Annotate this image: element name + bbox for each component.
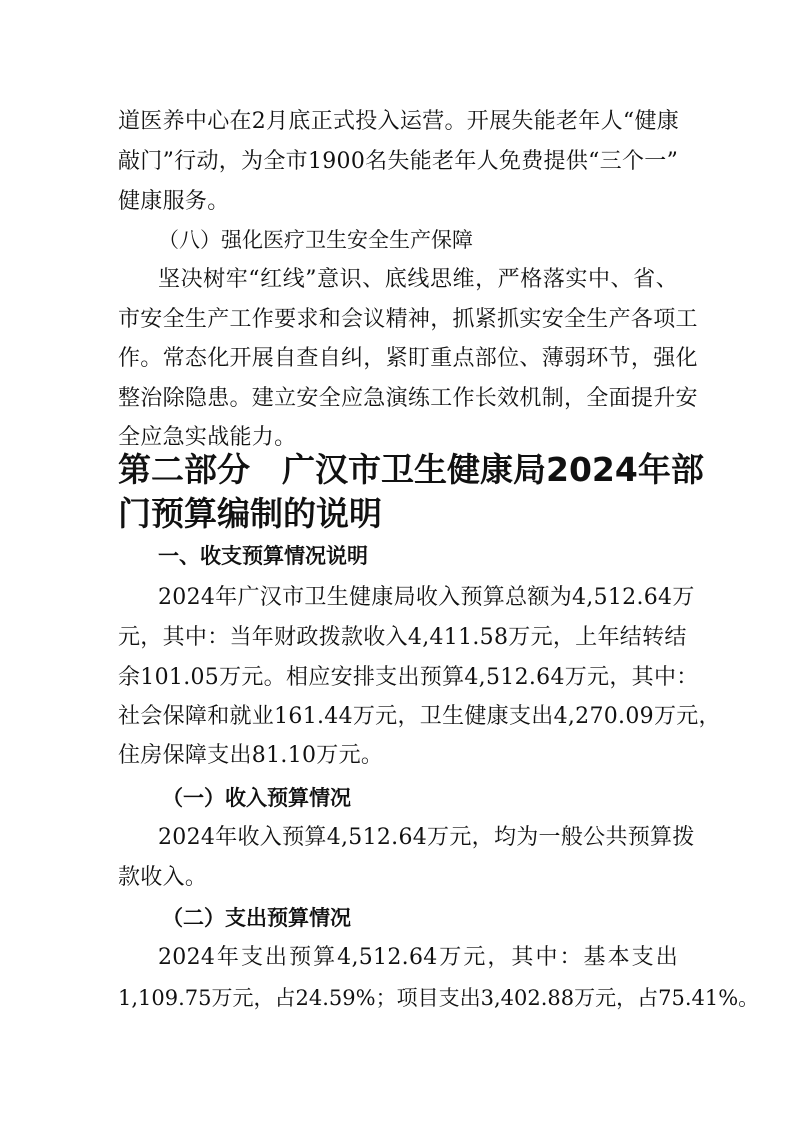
- paragraph-line: 余101.05万元。相应安排支出预算4,512.64万元，其中：: [118, 665, 699, 690]
- paragraph-line: 健康服务。: [118, 189, 230, 214]
- paragraph-line: 住房保障支出81.10万元。: [118, 743, 384, 768]
- paragraph-line: 坚决树牢“红线”意识、底线思维，严格落实中、省、: [158, 267, 678, 292]
- part-two-title-line1: 广汉市卫生健康局2024年部: [282, 450, 704, 489]
- part-two-title-line2: 门预算编制的说明: [118, 494, 382, 533]
- paragraph-line: 道医养中心在2月底正式投入运营。开展失能老年人“健康: [118, 109, 680, 134]
- paragraph-line: 敲门”行动，为全市1900名失能老年人免费提供“三个一”: [118, 149, 679, 174]
- paragraph-line: 作。常态化开展自查自纠，紧盯重点部位、薄弱环节，强化: [118, 346, 698, 371]
- paragraph-line: 2024年收入预算4,512.64万元，均为一般公共预算拨: [158, 825, 695, 850]
- paragraph-line: 整治除隐患。建立安全应急演练工作长效机制，全面提升安: [118, 386, 698, 411]
- paragraph-line: 元，其中：当年财政拨款收入4,411.58万元，上年结转结: [118, 625, 687, 650]
- paragraph-line: 1,109.75万元，占24.59%；项目支出3,402.88万元，占75.41%。: [118, 986, 760, 1010]
- paragraph-line: 社会保障和就业161.44万元，卫生健康支出4,270.09万元，: [118, 704, 721, 729]
- paragraph-line: 全应急实战能力。: [118, 425, 297, 450]
- paragraph-line: 款收入。: [118, 865, 208, 890]
- paragraph-line: 市安全生产工作要求和会议精神，抓紧抓实安全生产各项工: [118, 307, 698, 332]
- subheading-safety: （八）强化医疗卫生安全生产保障: [158, 228, 473, 252]
- paragraph-line: 2024年广汉市卫生健康局收入预算总额为4,512.64万: [158, 585, 695, 610]
- income-heading: （一）收入预算情况: [162, 786, 351, 810]
- paragraph-line: 2024年支出预算4,512.64万元，其中：基本支出: [158, 945, 678, 970]
- section1-heading: 一、收支预算情况说明: [158, 544, 368, 568]
- expense-heading: （二）支出预算情况: [162, 906, 351, 930]
- part-two-title: [118, 448, 704, 492]
- part-two-label: 第二部分: [118, 450, 250, 489]
